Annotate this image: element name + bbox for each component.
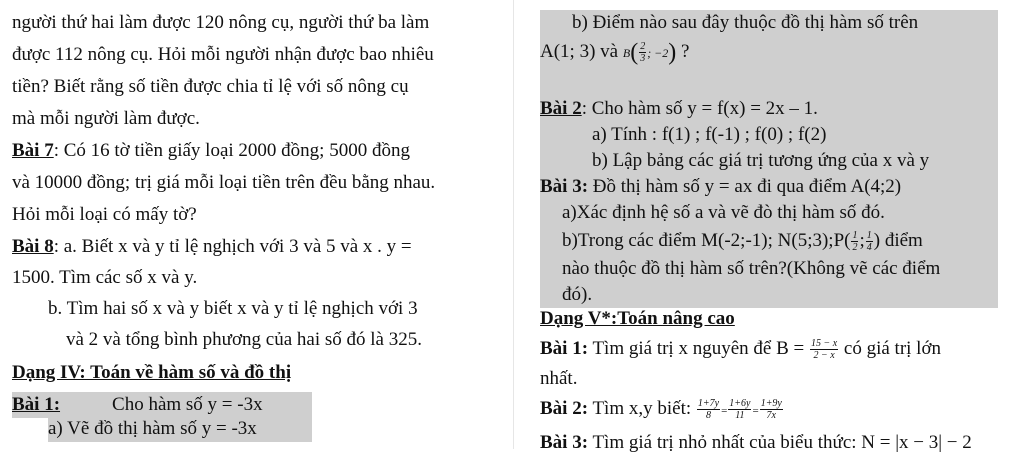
point-b-fraction: $\frac{2}{3}$ (640, 41, 646, 65)
exercise-8-text: : a. Biết x và y tỉ lệ nghịch với 3 và 5 và x . y = (53, 236, 412, 257)
advanced-exercise-2-label: Bài 2: (540, 398, 589, 419)
point-b-letter: B (622, 46, 631, 60)
text-line: và 10000 đồng; trị giá mỗi loại tiền trên đều bằng nhau. (12, 172, 436, 193)
exercise-2-part-b: b) Lập bảng các giá trị tương ứng của x và y (540, 148, 998, 174)
points-line: A(1; 3) và B( $\frac{2}{3}$ ; −2) ? (540, 36, 998, 68)
exercise-3-label: Bài 3: (540, 176, 589, 197)
question-b: b) Điểm nào sau đây thuộc đồ thị hàm số trên (540, 10, 998, 36)
text-line: và 2 và tổng bình phương của hai số đó là 325. (66, 329, 422, 350)
text-line: tiền? Biết rằng số tiền được chia tỉ lệ với số nông cụ (12, 76, 409, 97)
exercise-3-part-b: b)Trong các điểm M(-2;-1); N(5;3);P( $\frac{1}{2}$ ; $\frac{1}{4}$ ) điểm (540, 226, 998, 256)
exercise-1-left (12, 392, 312, 418)
point-b-rest: ; −2 (647, 46, 669, 60)
highlight-gap (540, 68, 998, 96)
text-line: nhất. (540, 368, 578, 389)
exercise-8-label: Bài 8 (12, 236, 54, 257)
exercise-7 (12, 138, 410, 164)
exercise-2-text: : Cho hàm số y = f(x) = 2x – 1. (581, 98, 818, 119)
exercise-2-label: Bài 2 (540, 98, 582, 119)
exercise-3 (540, 174, 998, 200)
exercise-3-text: Đồ thị hàm số y = ax đi qua điểm A(4;2) (588, 176, 902, 197)
advanced-exercise-1-label: Bài 1: (540, 338, 589, 359)
exercise-2 (540, 96, 998, 122)
advanced-exercise-2: Bài 2: Tìm x,y biết: $\frac{1+7y}{8}$ = $\frac{1+6y}{11}$ = $\frac{1+9y}{7x}$ (540, 398, 782, 422)
point-a-text: A(1; 3) và (540, 41, 623, 62)
advanced-exercise-3-label: Bài 3: (540, 432, 589, 453)
exercise-1-part-a: a) Vẽ đồ thị hàm số y = -3x (48, 416, 312, 442)
exercise-8 (12, 234, 412, 260)
advanced-exercise-3: Bài 3: Tìm giá trị nhỏ nhất của biểu thức: N = |x − 3| − 2 (540, 432, 972, 453)
exercise-1-text: Cho hàm số y = -3x (112, 394, 263, 415)
exercise-1-label: Bài 1: (12, 394, 61, 415)
exercise-3-part-a: a)Xác định hệ số a và vẽ đò thị hàm số đó. (540, 200, 998, 226)
b-fraction: $\frac{15 - x}{2 - x}$ (810, 338, 838, 362)
exercise-3-part-b-end: đó). (540, 282, 998, 308)
exercise-7-text: : Có 16 tờ tiền giấy loại 2000 đồng; 5000 đồng (53, 140, 410, 161)
text-line: mà mỗi người làm được. (12, 108, 200, 129)
section-heading-4: Dạng IV: Toán về hàm số và đồ thị (12, 362, 292, 383)
column-divider (513, 0, 514, 449)
exercise-3-part-b-cont: nào thuộc đồ thị hàm số trên?(Không vẽ các điểm (540, 256, 998, 282)
exercise-7-label: Bài 7 (12, 140, 54, 161)
text-line: người thứ hai làm được 120 nông cụ, người thứ ba làm (12, 12, 430, 33)
exercise-2-part-a: a) Tính : f(1) ; f(-1) ; f(0) ; f(2) (540, 122, 998, 148)
text-line: 1500. Tìm các số x và y. (12, 267, 198, 288)
text-line: b. Tìm hai số x và y biết x và y tỉ lệ nghịch với 3 (48, 298, 418, 319)
advanced-exercise-1: Bài 1: Tìm giá trị x nguyên để B = $\frac{15 - x}{2 - x}$ có giá trị lớn (540, 338, 941, 362)
text-line: được 112 nông cụ. Hỏi mỗi người nhận được bao nhiêu (12, 44, 434, 65)
section-heading-5: Dạng V*:Toán nâng cao (540, 308, 735, 329)
text-line: Hỏi mỗi loại có mấy tờ? (12, 204, 197, 225)
